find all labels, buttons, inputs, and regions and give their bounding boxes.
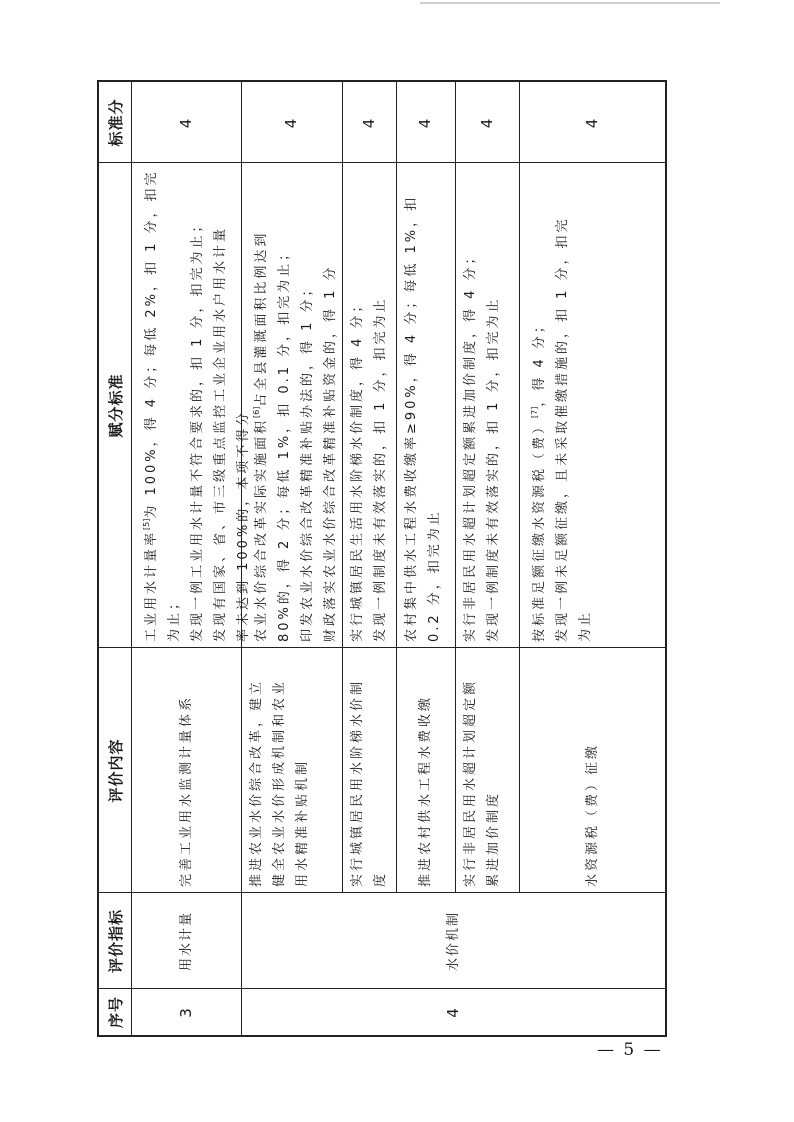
header-content: 评价内容 [106,738,125,803]
content-line: 用水精准补贴机制 [295,758,310,887]
score-cell: 4 [477,116,496,129]
criteria-line: 率未达到 100%的，本项不得分 [236,409,251,642]
content-cell [241,648,342,893]
content-cell [131,648,241,893]
criteria-line: 发现一例制度未有效落实的，扣 1 分，扣完为止 [373,296,388,642]
page-number: — 5 — [597,1040,663,1060]
criteria-line: 为止 [578,609,593,642]
content-line: 度 [373,870,388,887]
indicator-cell: 水价机制 [445,911,461,972]
score-cell: 4 [176,116,195,129]
criteria-cell [455,163,519,648]
evaluation-table [97,80,667,1037]
content-line: 累进加价制度 [486,790,501,887]
criteria-line: 工业用水计量率[5]为 100%，得 4 分；每低 2%，扣 1 分，扣完 [142,169,159,642]
header-criteria: 赋分标准 [106,373,125,438]
criteria-line: 为止； [167,593,182,642]
criteria-line: 按标准足额征缴水资源税（费）[7]，得 4 分； [530,317,547,642]
indicator-cell: 用水计量 [178,911,194,972]
scan-artifact-line [420,2,720,4]
rotated-table-wrapper [97,80,667,1037]
content-line: 完善工业用水监测计量体系 [178,694,194,887]
content-line: 实行非居民用水超计划超定额 [463,678,478,887]
row-number: 4 [443,1006,462,1018]
content-cell [342,648,396,893]
content-line: 推进农业水价综合改革，建立 [249,678,264,887]
content-cell [455,648,519,893]
criteria-line: 0.2 分，扣完为止 [427,509,442,642]
criteria-line: 发现一例未足额征缴，且未采取催缴措施的，扣 1 分，扣完 [555,216,570,642]
content-cell [519,648,665,893]
criteria-cell [342,163,396,648]
score-cell: 4 [416,116,434,129]
criteria-cell [131,163,251,648]
criteria-line: 发现一例工业用水计量不符合要求的，扣 1 分，扣完为止； [190,216,205,642]
criteria-line: 发现有国家、省、市三级重点监控工业企业用水户用水计量 [213,225,228,642]
header-no: 序号 [106,996,125,1029]
criteria-cell [519,163,665,648]
content-cell [396,648,455,893]
row-number: 3 [176,1006,195,1018]
criteria-cell [396,163,455,648]
criteria-line: 实行非居民用水超计划超定额累进加价制度，得 4 分； [463,248,478,642]
content-line: 推进农村供水工程水费收缴 [418,694,433,887]
criteria-line: 农村集中供水工程水费收缴率≥90%，得 4 分；每低 1%，扣 [404,194,419,642]
score-cell: 4 [282,116,300,129]
criteria-line: 印发农业水价综合改革精准补贴办法的，得 1 分； [300,280,315,642]
header-indicator: 评价指标 [106,909,125,974]
content-line: 健全农业水价形成机制和农业 [272,678,287,887]
criteria-cell [241,163,342,648]
criteria-line: 发现一例制度未有效落实的，扣 1 分，扣完为止 [486,296,501,642]
criteria-line: 财政落实农业水价综合改革精准补贴资金的，得 1 分 [323,264,338,642]
header-score: 标准分 [106,98,125,147]
content-line: 实行城镇居民用水阶梯水价制 [350,678,365,887]
criteria-line: 实行城镇居民生活用水阶梯水价制度，得 4 分； [350,296,365,642]
score-cell: 4 [582,116,601,129]
content-line: 水资源税（费）征缴 [584,742,600,887]
criteria-line: 农业水价综合改革实际实施面积[6]占全县灌溉面积比例达到 [252,230,269,642]
score-cell: 4 [359,116,378,129]
criteria-line: 80%的，得 2 分；每低 1%，扣 0.1 分，扣完为止； [277,244,292,642]
